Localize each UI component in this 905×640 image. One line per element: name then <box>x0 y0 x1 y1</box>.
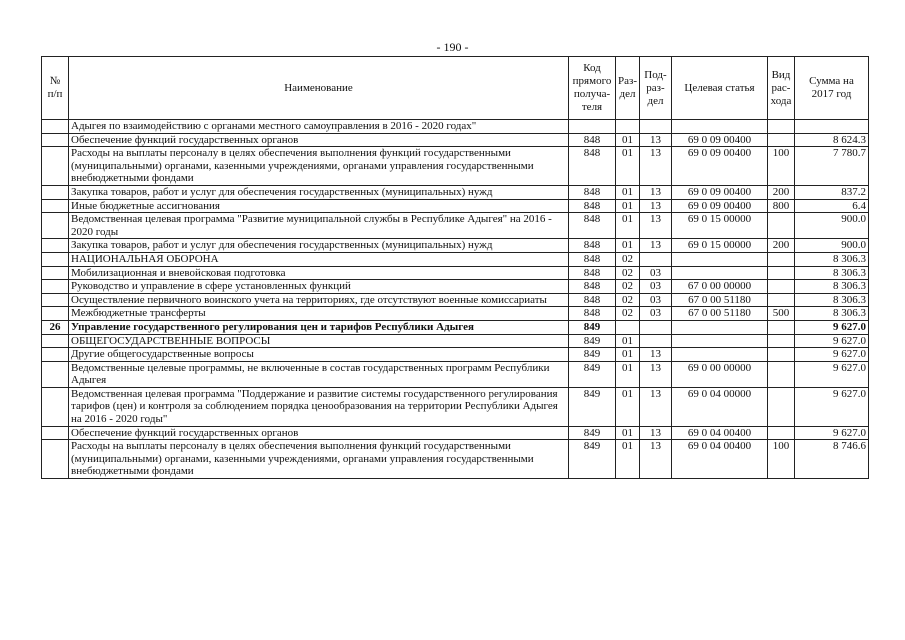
cell-code: 848 <box>569 239 616 253</box>
cell-target <box>672 120 768 134</box>
cell-section: 02 <box>616 280 640 294</box>
cell-subsection: 13 <box>640 348 672 362</box>
cell-code: 848 <box>569 133 616 147</box>
table-row <box>42 239 869 253</box>
cell-name: Расходы на выплаты персоналу в целях обеспечения выполнения функций государственными (муниципальными) органами, казенными учреждениями, органами управления государственными внебюджетными фондами <box>69 440 569 479</box>
cell-target: 69 0 09 00400 <box>672 147 768 186</box>
header-section: Раз-дел <box>616 57 640 120</box>
cell-expense-type <box>768 320 795 334</box>
cell-expense-type <box>768 293 795 307</box>
cell-num <box>42 185 69 199</box>
cell-num <box>42 133 69 147</box>
cell-name: Ведомственная целевая программа "Поддержание и развитие системы государственного регулирования тарифов (цен) и контроля за соблюдением порядка ценообразования на территории Республики Адыгея на 2016 - 2020 годы" <box>69 387 569 426</box>
cell-subsection: 03 <box>640 266 672 280</box>
header-code: Код прямого получа-теля <box>569 57 616 120</box>
cell-amount: 8 306.3 <box>795 266 869 280</box>
cell-target: 69 0 15 00000 <box>672 239 768 253</box>
cell-target: 69 0 15 00000 <box>672 213 768 239</box>
cell-section: 01 <box>616 133 640 147</box>
cell-num <box>42 213 69 239</box>
cell-section: 02 <box>616 307 640 321</box>
cell-num <box>42 334 69 348</box>
cell-expense-type <box>768 334 795 348</box>
cell-code: 848 <box>569 266 616 280</box>
cell-num <box>42 361 69 387</box>
cell-section: 01 <box>616 426 640 440</box>
cell-expense-type <box>768 280 795 294</box>
cell-code: 848 <box>569 185 616 199</box>
table-row <box>42 361 869 387</box>
cell-section: 01 <box>616 348 640 362</box>
cell-amount: 8 746.6 <box>795 440 869 479</box>
table-row <box>42 147 869 186</box>
cell-name: Руководство и управление в сфере установленных функций <box>69 280 569 294</box>
cell-amount: 9 627.0 <box>795 334 869 348</box>
cell-section: 01 <box>616 185 640 199</box>
cell-section: 02 <box>616 266 640 280</box>
header-name: Наименование <box>69 57 569 120</box>
table-header-row <box>42 57 869 120</box>
cell-num <box>42 147 69 186</box>
table-row <box>42 266 869 280</box>
cell-num <box>42 387 69 426</box>
cell-code: 848 <box>569 280 616 294</box>
cell-code: 849 <box>569 320 616 334</box>
table-row <box>42 334 869 348</box>
table-row <box>42 440 869 479</box>
cell-code: 848 <box>569 199 616 213</box>
cell-code: 849 <box>569 334 616 348</box>
cell-amount <box>795 120 869 134</box>
cell-target <box>672 252 768 266</box>
cell-expense-type <box>768 266 795 280</box>
cell-amount: 6.4 <box>795 199 869 213</box>
cell-section: 02 <box>616 252 640 266</box>
cell-subsection <box>640 334 672 348</box>
cell-amount: 900.0 <box>795 213 869 239</box>
cell-name: Иные бюджетные ассигнования <box>69 199 569 213</box>
cell-name: Обеспечение функций государственных органов <box>69 426 569 440</box>
cell-subsection: 13 <box>640 361 672 387</box>
table-row <box>42 293 869 307</box>
cell-name: Ведомственная целевая программа "Развитие муниципальной службы в Республике Адыгея" на 2016 - 2020 годы <box>69 213 569 239</box>
cell-amount: 9 627.0 <box>795 361 869 387</box>
cell-target: 69 0 04 00400 <box>672 426 768 440</box>
cell-amount: 9 627.0 <box>795 387 869 426</box>
cell-num <box>42 280 69 294</box>
cell-name: Другие общегосударственные вопросы <box>69 348 569 362</box>
cell-subsection: 03 <box>640 293 672 307</box>
cell-num <box>42 120 69 134</box>
cell-target: 69 0 04 00000 <box>672 387 768 426</box>
cell-num <box>42 199 69 213</box>
table-row <box>42 320 869 334</box>
table-row <box>42 213 869 239</box>
cell-code: 849 <box>569 440 616 479</box>
table-row <box>42 426 869 440</box>
cell-target: 67 0 00 00000 <box>672 280 768 294</box>
cell-num <box>42 239 69 253</box>
cell-target: 67 0 00 51180 <box>672 307 768 321</box>
cell-subsection: 03 <box>640 280 672 294</box>
cell-section <box>616 120 640 134</box>
cell-section <box>616 320 640 334</box>
cell-section: 01 <box>616 387 640 426</box>
cell-amount: 8 306.3 <box>795 307 869 321</box>
cell-num <box>42 293 69 307</box>
header-num: № п/п <box>42 57 69 120</box>
cell-expense-type <box>768 387 795 426</box>
header-subsection: Под-раз-дел <box>640 57 672 120</box>
cell-code: 848 <box>569 293 616 307</box>
cell-amount: 8 624.3 <box>795 133 869 147</box>
table-row <box>42 280 869 294</box>
cell-section: 01 <box>616 239 640 253</box>
header-target: Целевая статья <box>672 57 768 120</box>
cell-name: Закупка товаров, работ и услуг для обеспечения государственных (муниципальных) нужд <box>69 239 569 253</box>
cell-section: 02 <box>616 293 640 307</box>
cell-target: 69 0 09 00400 <box>672 199 768 213</box>
cell-expense-type <box>768 120 795 134</box>
table-row <box>42 387 869 426</box>
cell-subsection: 13 <box>640 185 672 199</box>
table-row <box>42 133 869 147</box>
cell-expense-type <box>768 133 795 147</box>
table-row <box>42 199 869 213</box>
cell-target <box>672 348 768 362</box>
cell-amount: 9 627.0 <box>795 320 869 334</box>
cell-name: Обеспечение функций государственных органов <box>69 133 569 147</box>
cell-code: 848 <box>569 213 616 239</box>
cell-amount: 8 306.3 <box>795 252 869 266</box>
cell-subsection: 03 <box>640 307 672 321</box>
cell-expense-type: 200 <box>768 185 795 199</box>
table-row <box>42 120 869 134</box>
cell-target <box>672 320 768 334</box>
cell-name: ОБЩЕГОСУДАРСТВЕННЫЕ ВОПРОСЫ <box>69 334 569 348</box>
cell-target: 67 0 00 51180 <box>672 293 768 307</box>
header-expense-type: Вид рас-хода <box>768 57 795 120</box>
page-number: - 190 - <box>436 40 469 54</box>
cell-num <box>42 440 69 479</box>
cell-target <box>672 334 768 348</box>
table-body <box>42 120 869 479</box>
cell-name: Адыгея по взаимодействию с органами местного самоуправления в 2016 - 2020 годах" <box>69 120 569 134</box>
cell-expense-type <box>768 252 795 266</box>
table-row <box>42 185 869 199</box>
cell-expense-type <box>768 361 795 387</box>
cell-section: 01 <box>616 334 640 348</box>
cell-expense-type: 500 <box>768 307 795 321</box>
cell-subsection: 13 <box>640 426 672 440</box>
cell-amount: 900.0 <box>795 239 869 253</box>
cell-num <box>42 348 69 362</box>
cell-amount: 9 627.0 <box>795 348 869 362</box>
cell-subsection <box>640 252 672 266</box>
cell-num: 26 <box>42 320 69 334</box>
cell-subsection: 13 <box>640 440 672 479</box>
cell-expense-type <box>768 426 795 440</box>
cell-code: 849 <box>569 361 616 387</box>
cell-amount: 7 780.7 <box>795 147 869 186</box>
cell-code: 848 <box>569 252 616 266</box>
cell-amount: 8 306.3 <box>795 293 869 307</box>
cell-num <box>42 252 69 266</box>
cell-expense-type <box>768 348 795 362</box>
cell-expense-type: 200 <box>768 239 795 253</box>
cell-section: 01 <box>616 199 640 213</box>
cell-target: 69 0 04 00400 <box>672 440 768 479</box>
cell-section: 01 <box>616 361 640 387</box>
cell-num <box>42 266 69 280</box>
cell-subsection: 13 <box>640 213 672 239</box>
cell-expense-type: 100 <box>768 147 795 186</box>
cell-code: 849 <box>569 387 616 426</box>
cell-name: Межбюджетные трансферты <box>69 307 569 321</box>
cell-section: 01 <box>616 440 640 479</box>
cell-name: Закупка товаров, работ и услуг для обеспечения государственных (муниципальных) нужд <box>69 185 569 199</box>
cell-target: 69 0 09 00400 <box>672 185 768 199</box>
cell-target <box>672 266 768 280</box>
cell-subsection: 13 <box>640 147 672 186</box>
cell-amount: 8 306.3 <box>795 280 869 294</box>
table-row <box>42 348 869 362</box>
budget-table <box>41 56 869 479</box>
cell-name: Мобилизационная и вневойсковая подготовка <box>69 266 569 280</box>
cell-amount: 837.2 <box>795 185 869 199</box>
cell-target: 69 0 09 00400 <box>672 133 768 147</box>
cell-subsection <box>640 320 672 334</box>
cell-subsection: 13 <box>640 199 672 213</box>
cell-subsection: 13 <box>640 239 672 253</box>
cell-subsection: 13 <box>640 133 672 147</box>
cell-code: 848 <box>569 307 616 321</box>
cell-expense-type: 100 <box>768 440 795 479</box>
table-row <box>42 252 869 266</box>
cell-code: 848 <box>569 147 616 186</box>
cell-section: 01 <box>616 213 640 239</box>
cell-name: Ведомственные целевые программы, не включенные в состав государственных программ Республики Адыгея <box>69 361 569 387</box>
cell-expense-type <box>768 213 795 239</box>
cell-name: Осуществление первичного воинского учета на территориях, где отсутствуют военные комиссариаты <box>69 293 569 307</box>
cell-subsection <box>640 120 672 134</box>
table-row <box>42 307 869 321</box>
cell-code <box>569 120 616 134</box>
cell-subsection: 13 <box>640 387 672 426</box>
cell-section: 01 <box>616 147 640 186</box>
cell-name: Расходы на выплаты персоналу в целях обеспечения выполнения функций государственными (муниципальными) органами, казенными учреждениями, органами управления государственными внебюджетными фондами <box>69 147 569 186</box>
cell-name: НАЦИОНАЛЬНАЯ ОБОРОНА <box>69 252 569 266</box>
cell-target: 69 0 00 00000 <box>672 361 768 387</box>
cell-num <box>42 426 69 440</box>
cell-code: 849 <box>569 348 616 362</box>
cell-num <box>42 307 69 321</box>
header-amount: Сумма на 2017 год <box>795 57 869 120</box>
cell-amount: 9 627.0 <box>795 426 869 440</box>
cell-code: 849 <box>569 426 616 440</box>
cell-expense-type: 800 <box>768 199 795 213</box>
cell-name: Управление государственного регулирования цен и тарифов Республики Адыгея <box>69 320 569 334</box>
